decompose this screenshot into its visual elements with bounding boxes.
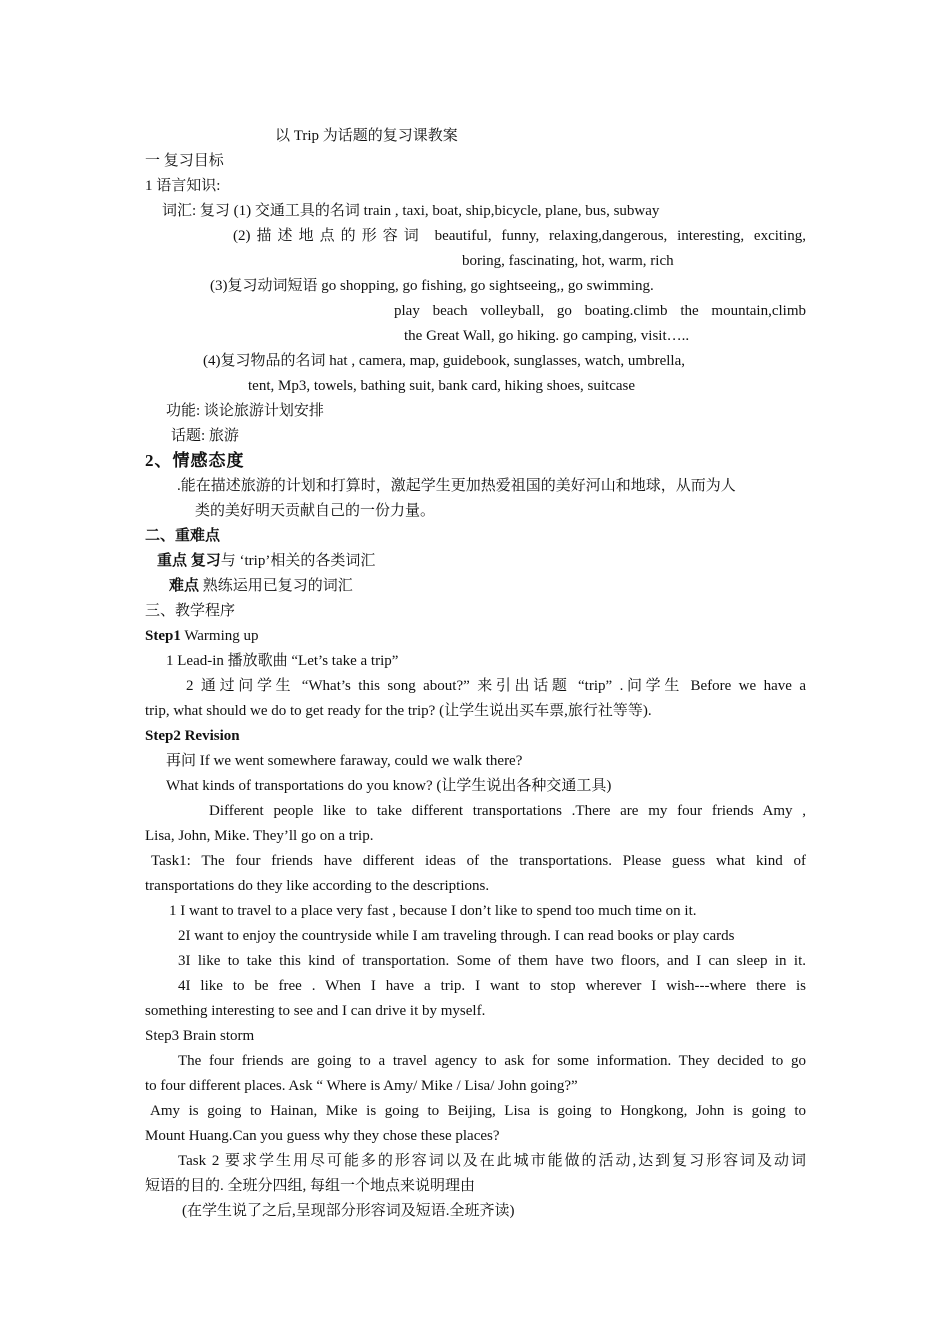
text-line: Different people like to take different transportations .There are my four friends Amy ,: [209, 803, 806, 819]
text-line: to four different places. Ask “ Where is Amy/ Mike / Lisa/ John going?”: [145, 1078, 578, 1094]
text-line: 1 I want to travel to a place very fast , because I don’t like to spend too much time on it.: [169, 903, 697, 919]
text-line: What kinds of transportations do you know? (让学生说出各种交通工具): [166, 778, 612, 794]
text-line: Task 2 要求学生用尽可能多的形容词以及在此城市能做的活动,达到复习形容词及动词: [178, 1153, 806, 1169]
text-line: (2)描述地点的形容词 beautiful, funny, relaxing,dangerous, interesting, exciting,: [233, 228, 806, 244]
text-line: tent, Mp3, towels, bathing suit, bank card, hiking shoes, suitcase: [248, 378, 636, 394]
text-line: trip, what should we do to get ready for the trip? (让学生说出买车票,旅行社等等).: [145, 703, 652, 719]
section-heading: 三、教学程序: [145, 603, 236, 619]
text-line: The four friends are going to a travel agency to ask for some information. They decided to go: [178, 1053, 806, 1069]
text-line: 词汇: 复习 (1) 交通工具的名词 train , taxi, boat, ship,bicycle, plane, bus, subway: [162, 203, 660, 219]
step-heading: Step2 Revision: [145, 728, 240, 744]
section-heading: 2、情感态度: [145, 451, 245, 470]
text-line: (4)复习物品的名词 hat , camera, map, guidebook, sunglasses, watch, umbrella,: [203, 353, 685, 369]
text-line: something interesting to see and I can drive it by myself.: [145, 1003, 486, 1019]
text-line: Amy is going to Hainan, Mike is going to Beijing, Lisa is going to Hongkong, John is going to: [150, 1103, 806, 1119]
text-line: 再问 If we went somewhere faraway, could we walk there?: [166, 753, 523, 769]
text-line: 话题: 旅游: [171, 428, 239, 444]
key-point-label: 重点 复习: [157, 553, 221, 569]
difficult-point-text: 熟练运用已复习的词汇: [199, 578, 353, 594]
text-line: 2I want to enjoy the countryside while I am traveling through. I can read books or play cards: [178, 928, 735, 944]
text-line: (在学生说了之后,呈现部分形容词及短语.全班齐读): [182, 1203, 515, 1219]
difficult-point-line: [169, 576, 353, 596]
text-line: 功能: 谈论旅游计划安排: [166, 403, 324, 419]
text-line: play beach volleyball, go boating.climb the mountain,climb: [394, 303, 806, 319]
section-heading: 二、重难点: [145, 528, 221, 544]
difficult-point-label: 难点: [169, 578, 200, 594]
step-heading: Step3 Brain storm: [145, 1028, 255, 1044]
text-line: 类的美好明天贡献自己的一份力量。: [195, 503, 436, 519]
text-line: boring, fascinating, hot, warm, rich: [462, 253, 674, 269]
text-line: 1 Lead-in 播放歌曲 “Let’s take a trip”: [166, 653, 399, 669]
text-line: 3I like to take this kind of transportation. Some of them have two floors, and I can sleep in it.: [178, 953, 806, 969]
text-line: (3)复习动词短语 go shopping, go fishing, go sightseeing,, go swimming.: [210, 278, 654, 294]
step-heading: [145, 626, 259, 646]
key-point-text: 与 ‘trip’相关的各类词汇: [220, 553, 376, 569]
text-line: the Great Wall, go hiking. go camping, visit…..: [404, 328, 690, 344]
text-line: 短语的目的. 全班分四组, 每组一个地点来说明理由: [145, 1178, 476, 1194]
document-title: 以 Trip 为话题的复习课教案: [275, 128, 458, 144]
text-line: Lisa, John, Mike. They’ll go on a trip.: [145, 828, 374, 844]
key-point-line: [157, 551, 375, 571]
section-heading: 一 复习目标: [145, 153, 224, 169]
step-label: Step1: [145, 628, 181, 644]
text-line: 4I like to be free . When I have a trip. I want to stop wherever I wish---where there is: [178, 978, 806, 994]
step-title: Warming up: [180, 628, 259, 644]
text-line: Mount Huang.Can you guess why they chose these places?: [145, 1128, 500, 1144]
text-line: .能在描述旅游的计划和打算时，激起学生更加热爱祖国的美好河山和地球，从而为人: [177, 478, 736, 494]
text-line: transportations do they like according to the descriptions.: [145, 878, 490, 894]
text-line: Task1: The four friends have different ideas of the transportations. Please guess what kind of: [151, 853, 806, 869]
text-line: 2 通过问学生 “What’s this song about?” 来引出话题 “trip” .问学生 Before we have a: [186, 678, 806, 694]
text-line: 1 语言知识:: [145, 178, 221, 194]
